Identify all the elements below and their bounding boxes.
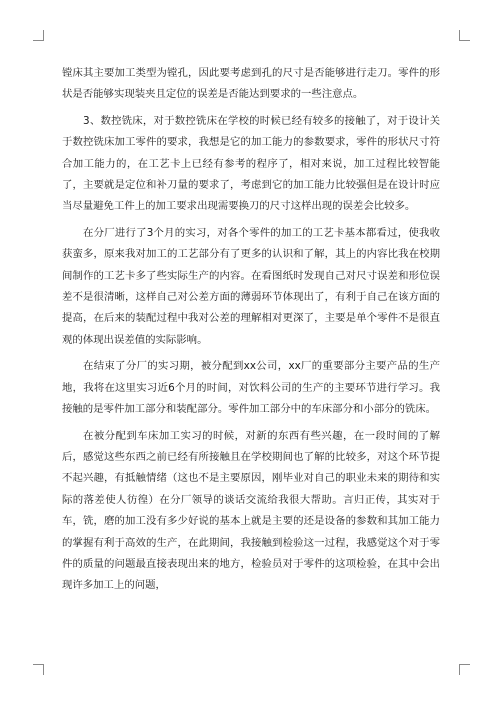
paragraph: 3、数控铣床，对于数控铣床在学校的时候已经有较多的接触了，对于设计关于数控铣床加工零件的要求，我想是它的加工能力的参数要求，零件的形状尺寸符合加工能力的，在工艺卡上已经有参考的程序了，相对来说，加工过程比较智能了，主要就是定位和补刀量的要求了，考虑到它的加工能力比较强但是在设计时应当尽量避免工件上的加工要求出现需要换刀的尺寸这样出现的误差会比较多。 <box>62 114 440 213</box>
document-body <box>62 63 440 597</box>
paragraph: 在被分配到车床加工实习的时候，对新的东西有些兴趣，在一段时间的了解后，感觉这些东西之前已经有所接触且在学校期间也了解的比较多，对这个环节提不起兴趣，有抵触情绪（这也不是主要原因，刚毕业对自己的职业未来的期待和实际的落差使人彷徨）在分厂领导的谈话交流给我很大帮助。言归正传，其实对于车，铣，磨的加工没有多少好说的基本上就是主要的还是设备的参数和其加工能力的掌握有利于高效的生产，在此期间，我接触到检验这一过程，我感觉这个对于零件的质量的问题最直接表现出来的地方，检验员对于零件的这项检验，在其中会出现许多加工上的问题， <box>62 429 440 592</box>
paragraph: 在分厂进行了3个月的实习，对各个零件的加工的工艺卡基本都看过，使我收获蛮多，原来我对加工的工艺部分有了更多的认识和了解，其上的内容比我在校期间制作的工艺卡多了些实际生产的内容。在看图纸时发现自己对尺寸误差和形位误差不是很清晰，这样自己对公差方面的薄弱环节体现出了，有利于自己在该方面的提高，在后来的装配过程中我对公差的理解相对更深了，主要是单个零件不是很直观的体现出误差值的实际影响。 <box>62 226 440 346</box>
crop-mark-bottom-right <box>459 664 470 675</box>
paragraph: 镗床其主要加工类型为镗孔，因此要考虑到孔的尺寸是否能够进行走刀。零件的形状是否能够实现装夹且定位的误差是否能达到要求的一些注意点。 <box>62 67 440 101</box>
paragraph: 在结束了分厂的实习期，被分配到xx公司，xx厂的重要部分主要产品的生产地，我将在这里实习近6个月的时间，对饮料公司的生产的主要环节进行学习。我接触的是零件加工部分和装配部分。零件加工部分中的车床部分和小部分的铣床。 <box>62 360 440 416</box>
crop-mark-top-left <box>33 30 44 41</box>
crop-mark-top-right <box>459 30 470 41</box>
crop-mark-bottom-left <box>33 664 44 675</box>
